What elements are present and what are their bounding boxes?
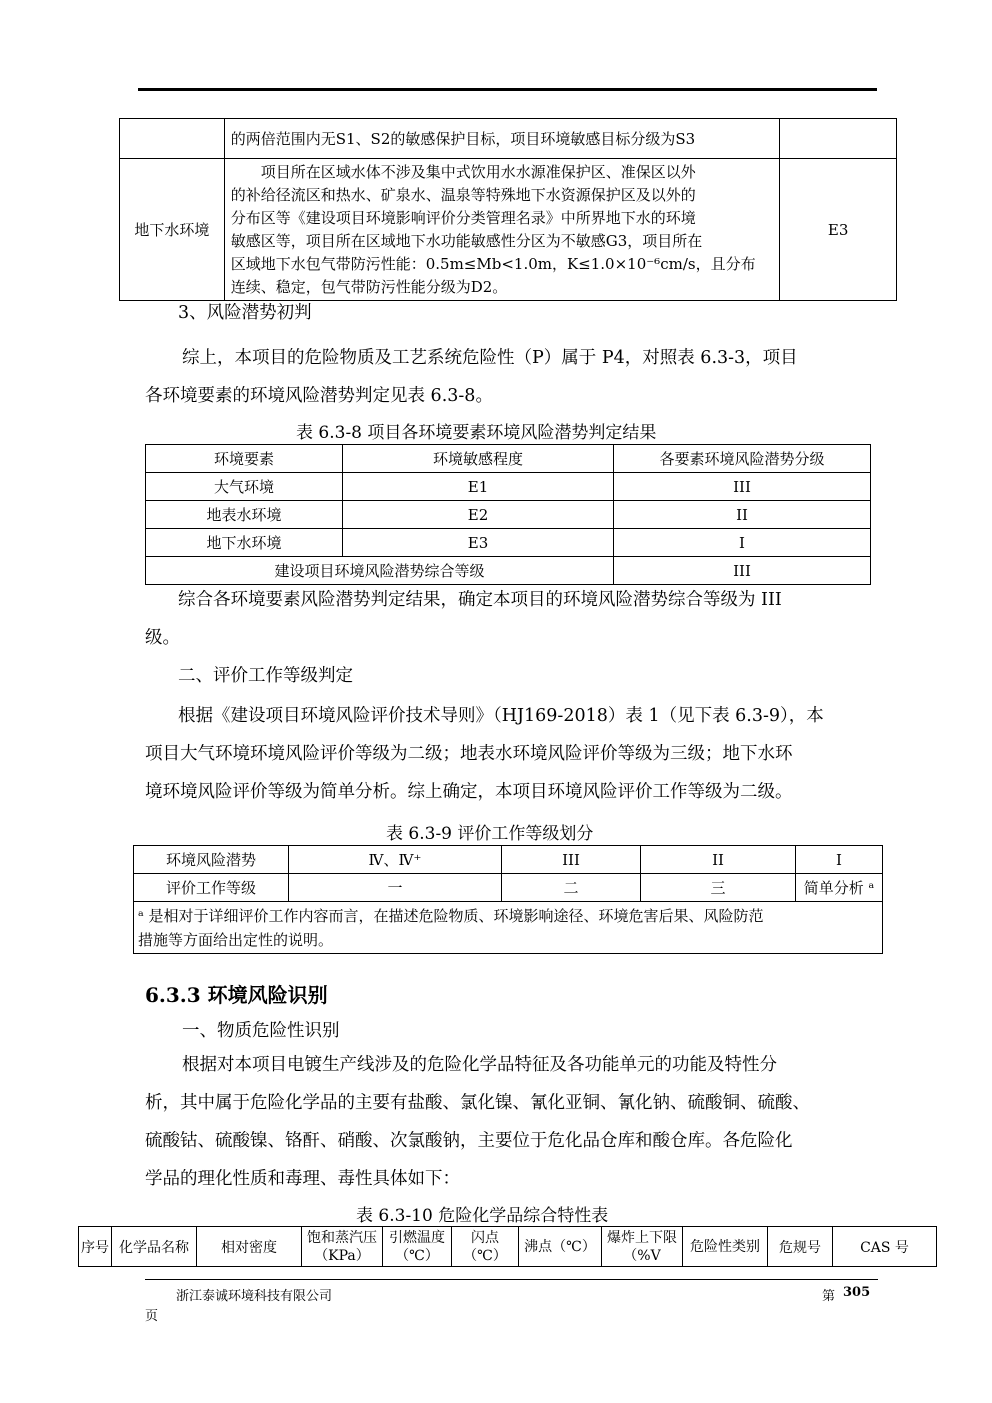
footer-rule: [145, 1279, 878, 1280]
top-table-line: 项目所在区域水体不涉及集中式饮用水水源准保护区、准保区以外: [260, 162, 696, 181]
table-639-cell: 环境风险潜势: [134, 846, 289, 874]
table-6310-header: 沸点（℃）: [519, 1227, 602, 1267]
footer-page-number: 305: [843, 1285, 871, 1300]
table-638-cell: 地表水环境: [146, 501, 343, 529]
footer-company: 浙江泰诚环境科技有限公司: [176, 1289, 333, 1304]
para-4-line: 根据对本项目电镀生产线涉及的危险化学品特征及各功能单元的功能及特性分: [182, 1055, 777, 1075]
table-639-note: 措施等方面给出定性的说明。: [138, 930, 334, 949]
table-639-cell: 评价工作等级: [134, 874, 289, 902]
table-639-cell: III: [502, 846, 641, 874]
table-638-cell: E2: [343, 501, 614, 529]
top-table-row2-grade: E3: [780, 159, 897, 301]
para-3-line: 境环境风险评价等级为简单分析。综上确定，本项目环境风险评价工作等级为二级。: [145, 782, 793, 802]
table-638-summary-label: 建设项目环境风险潜势综合等级: [146, 557, 614, 585]
table-638-cell: III: [614, 473, 871, 501]
table-6310-header: 饱和蒸汽压（KPa）: [302, 1227, 383, 1267]
top-table-line: 连续、稳定，包气带防污性能分级为D2。: [230, 277, 508, 296]
top-table-line: 的补给径流区和热水、矿泉水、温泉等特殊地下水资源保护区及以外的: [230, 185, 696, 204]
table-6310-header: 序号: [79, 1227, 112, 1267]
footer-page-prefix: 第: [822, 1289, 836, 1304]
table-6310-header: 闪点（℃）: [452, 1227, 519, 1267]
top-table-row2-label: 地下水环境: [120, 159, 225, 301]
footer-page-suffix: 页: [145, 1309, 159, 1324]
table-6310-header: 相对密度: [197, 1227, 302, 1267]
table-638-cell: 大气环境: [146, 473, 343, 501]
para-4-line: 析，其中属于危险化学品的主要有盐酸、氯化镍、氰化亚铜、氰化钠、硫酸铜、硫酸、: [145, 1093, 810, 1113]
table-638-header: 环境敏感程度: [343, 445, 614, 473]
heading-3: 3、风险潜势初判: [178, 303, 312, 323]
table-638-header: 各要素环境风险潜势分级: [614, 445, 871, 473]
para-2-line: 级。: [145, 628, 180, 648]
table-6310-caption: 表 6.3-10 危险化学品综合特性表: [356, 1206, 609, 1226]
table-6310-header: 爆炸上下限（%V: [602, 1227, 683, 1267]
table-6310: [78, 1226, 937, 1267]
para-4-line: 学品的理化性质和毒理、毒性具体如下：: [145, 1169, 460, 1189]
top-table-line: 区域地下水包气带防污性能：0.5m≤Mb<1.0m，K≤1.0×10⁻⁶cm/s，且分布: [230, 254, 756, 273]
table-639-cell: II: [641, 846, 796, 874]
header-rule: [138, 88, 877, 91]
table-6310-header: CAS 号: [833, 1227, 937, 1267]
table-639: [133, 845, 883, 954]
table-638-cell: II: [614, 501, 871, 529]
table-638-cell: I: [614, 529, 871, 557]
table-6310-header: 危险性类别: [683, 1227, 768, 1267]
table-639-cell: 三: [641, 874, 796, 902]
table-639-cell: 二: [502, 874, 641, 902]
para-1-line: 综上，本项目的危险物质及工艺系统危险性（P）属于 P4，对照表 6.3-3，项目: [182, 348, 798, 368]
table-6310-header: 化学品名称: [112, 1227, 197, 1267]
table-6310-header: 引燃温度（℃）: [383, 1227, 452, 1267]
para-4-line: 硫酸钴、硫酸镍、铬酐、硝酸、次氯酸钠，主要位于危化品仓库和酸仓库。各危险化: [145, 1131, 793, 1151]
table-638-cell: E1: [343, 473, 614, 501]
section-title: 6.3.3 环境风险识别: [145, 983, 328, 1007]
table-638-cell: 地下水环境: [146, 529, 343, 557]
table-639-note: ᵃ 是相对于详细评价工作内容而言，在描述危险物质、环境影响途径、环境危害后果、风险防范: [138, 906, 764, 925]
top-table-line: 分布区等《建设项目环境影响评价分类管理名录》中所界地下水的环境: [230, 208, 696, 227]
table-639-cell: 一: [289, 874, 502, 902]
table-638-cell: E3: [343, 529, 614, 557]
top-table-line: 敏感区等，项目所在区域地下水功能敏感性分区为不敏感G3，项目所在: [230, 231, 703, 250]
heading-2: 二、评价工作等级判定: [178, 666, 353, 686]
top-table-row1-text: 的两倍范围内无S1、S2的敏感保护目标，项目环境敏感目标分级为S3: [224, 119, 780, 159]
para-1-line: 各环境要素的环境风险潜势判定见表 6.3-8。: [145, 386, 493, 406]
para-3-line: 项目大气环境环境风险评价等级为二级；地表水环境风险评价等级为三级；地下水环: [145, 744, 793, 764]
table-6310-header: 危规号: [768, 1227, 833, 1267]
table-639-cell: 简单分析 ᵃ: [796, 874, 883, 902]
top-table: [119, 118, 897, 301]
table-638-caption: 表 6.3-8 项目各环境要素环境风险潜势判定结果: [296, 423, 657, 443]
para-3-line: 根据《建设项目环境风险评价技术导则》（HJ169-2018）表 1（见下表 6.3-9），本: [178, 706, 824, 726]
table-638-summary-value: III: [614, 557, 871, 585]
table-639-cell: I: [796, 846, 883, 874]
para-2-line: 综合各环境要素风险潜势判定结果，确定本项目的环境风险潜势综合等级为 III: [178, 590, 782, 610]
table-638: [145, 444, 871, 585]
table-639-caption: 表 6.3-9 评价工作等级划分: [386, 824, 594, 844]
sub-heading: 一、物质危险性识别: [182, 1021, 340, 1041]
table-638-header: 环境要素: [146, 445, 343, 473]
table-639-cell: Ⅳ、Ⅳ⁺: [289, 846, 502, 874]
